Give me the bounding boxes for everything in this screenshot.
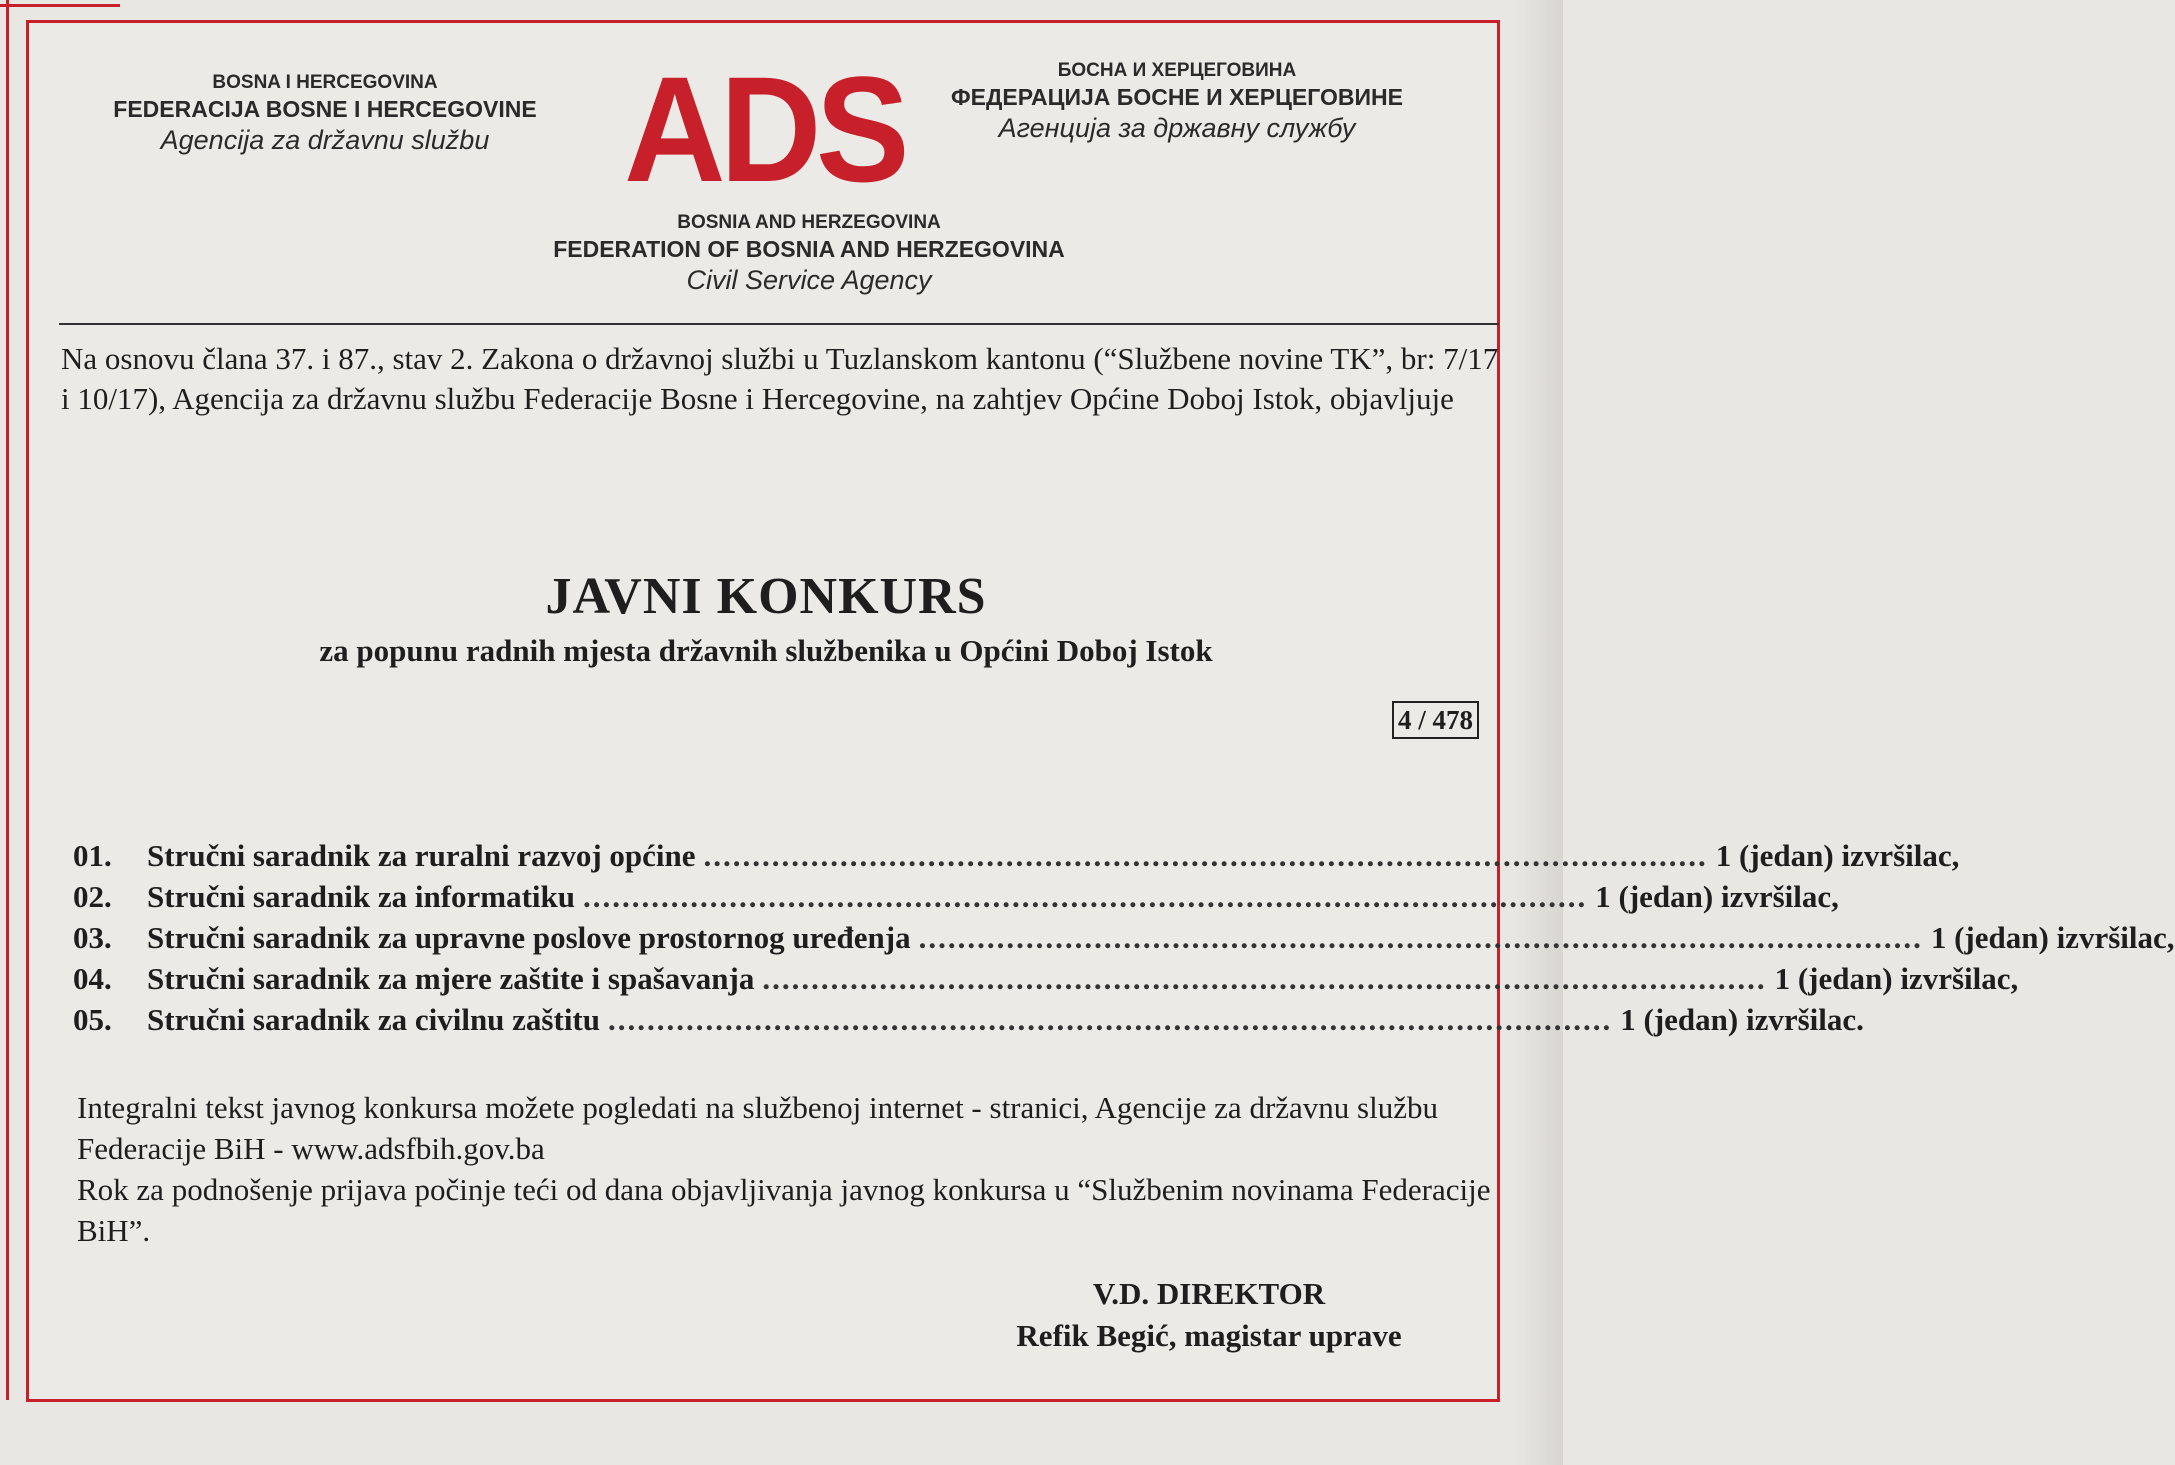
- reference-number: 4 / 478: [1392, 701, 1479, 739]
- intro-paragraph: Na osnovu člana 37. i 87., stav 2. Zakona o državnoj službi u Tuzlanskom kantonu (“Službene novine TK”, br: 7/17 i 10/17), Agencija za državnu službu Federacije Bosne i Hercegovine, na zahtjev Općine Doboj Istok, objavljuje: [61, 341, 1499, 416]
- announcement-subtitle: za popunu radnih mjesta državnih službenika u Općini Doboj Istok: [319, 633, 1213, 668]
- announcement-frame: [26, 20, 2175, 1402]
- job-number: 04.: [73, 961, 112, 996]
- job-title: Stručni saradnik za upravne poslove prostornog uređenja: [147, 920, 911, 955]
- job-count: 1 (jedan) izvršilac,: [1595, 879, 1839, 914]
- header-left-federation: FEDERACIJA BOSNE I HERCEGOVINE: [113, 96, 537, 122]
- signature-role: V.D. DIREKTOR: [1092, 1276, 1326, 1311]
- dot-leader: .......................................................................................................: [703, 838, 1708, 873]
- job-count: 1 (jedan) izvršilac,: [1715, 838, 1960, 873]
- dot-leader: .......................................................................................................: [918, 920, 1923, 955]
- job-count: 1 (jedan) izvršilac,: [1774, 961, 2019, 996]
- job-item: [73, 999, 1864, 1040]
- job-title: Stručni saradnik za informatiku: [147, 879, 576, 914]
- dot-leader: .......................................................................................................: [583, 879, 1588, 914]
- job-count: 1 (jedan) izvršilac.: [1620, 1002, 1864, 1037]
- job-number: 05.: [73, 1002, 112, 1037]
- header-right-cyrillic: [897, 59, 1457, 145]
- job-title: Stručni saradnik za mjere zaštite i spašavanja: [147, 961, 755, 996]
- ads-logo: [619, 45, 909, 213]
- header-left-country: BOSNA I HERCEGOVINA: [212, 72, 438, 93]
- job-number: 02.: [73, 879, 112, 914]
- signature-block: [929, 1273, 1489, 1357]
- header-center-english: [429, 211, 1189, 297]
- header-left-agency: Agencija za državnu službu: [160, 125, 490, 155]
- job-title: Stručni saradnik za ruralni razvoj općine: [147, 838, 696, 873]
- header-divider: [59, 323, 1499, 325]
- announcement-title: JAVNI KONKURS: [545, 568, 987, 625]
- dot-leader: .......................................................................................................: [608, 1002, 1613, 1037]
- page-fold-shade: [1513, 0, 1563, 1465]
- header-center-country: BOSNIA AND HERZEGOVINA: [677, 212, 941, 233]
- job-count: 1 (jedan) izvršilac,: [1930, 920, 2175, 955]
- outro-deadline-paragraph: Rok za podnošenje prijava počinje teći od dana objavljivanja javnog konkursa u “Službenim novinama Federacije BiH”.: [77, 1172, 1491, 1248]
- job-item: [73, 876, 1839, 917]
- job-item: [73, 835, 1960, 876]
- header-left-latin: [55, 71, 595, 157]
- header-right-country: БОСНА И ХЕРЦЕГОВИНА: [1057, 60, 1297, 81]
- outro-website-paragraph: Integralni tekst javnog konkursa možete pogledati na službenoj internet - stranici, Agencije za državnu službu Federacije BiH - www.adsfbih.gov.ba: [77, 1090, 1438, 1166]
- header-right-agency: Агенција за државну службу: [998, 113, 1356, 143]
- outro-text: [77, 1087, 1497, 1251]
- job-item: [73, 917, 2175, 958]
- header-center-agency: Civil Service Agency: [686, 265, 932, 295]
- page-edge-mark-left: [0, 0, 9, 1400]
- job-number: 03.: [73, 920, 112, 955]
- header-center-federation: FEDERATION OF BOSNIA AND HERZEGOVINA: [553, 236, 1065, 262]
- job-title: Stručni saradnik za civilnu zaštitu: [147, 1002, 600, 1037]
- job-number: 01.: [73, 838, 112, 873]
- dot-leader: .......................................................................................................: [762, 961, 1767, 996]
- page-edge-mark-top: [0, 0, 120, 7]
- job-list: [73, 835, 2175, 1040]
- signature-name: Refik Begić, magistar uprave: [1016, 1318, 1402, 1353]
- job-item: [73, 958, 2019, 999]
- ads-logo-text: ADS: [624, 45, 905, 213]
- header-right-federation: ФЕДЕРАЦИЈА БОСНЕ И ХЕРЦЕГОВИНЕ: [951, 84, 1403, 110]
